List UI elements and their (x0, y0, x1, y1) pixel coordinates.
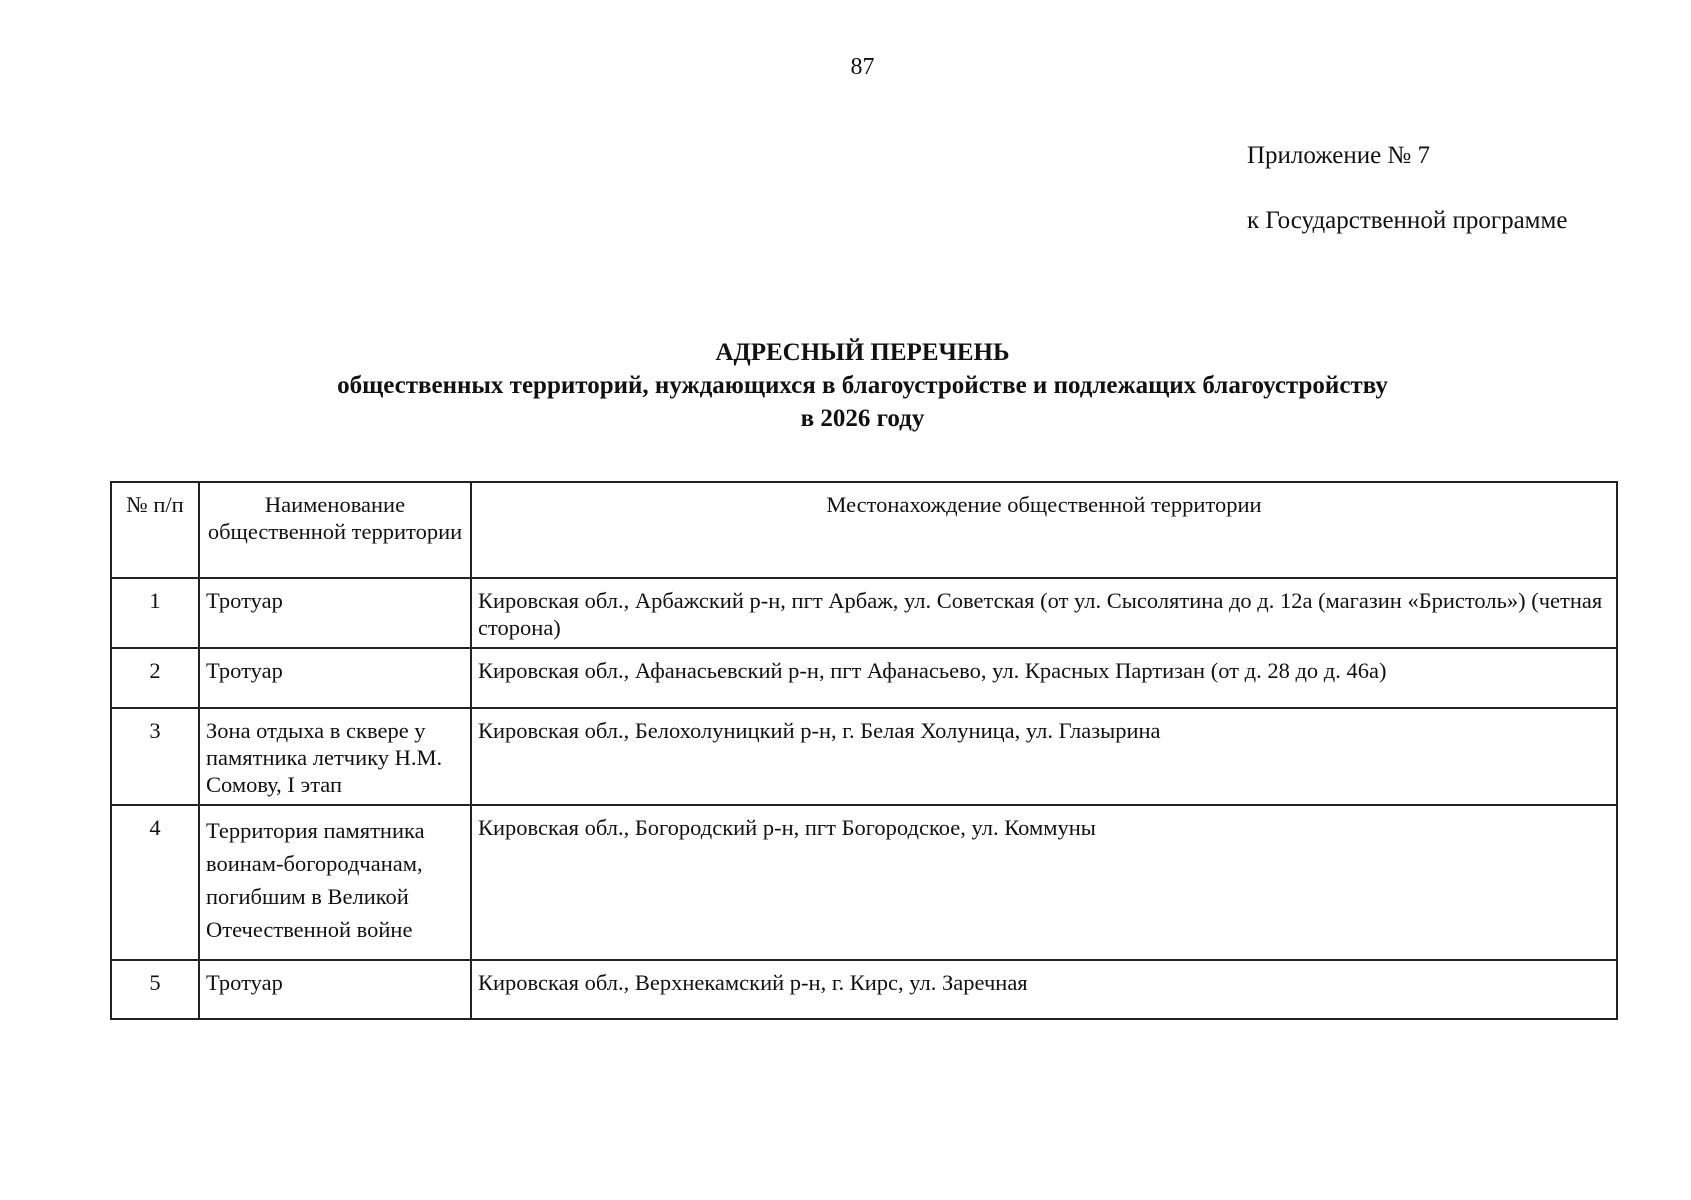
title-year: в 2026 году (800, 405, 925, 432)
table-header-row (111, 482, 1617, 578)
table-row (111, 805, 1617, 960)
header-name: Наименование общественной территории (199, 482, 471, 578)
row-name: Тротуар (199, 648, 471, 708)
address-register-table (110, 481, 1618, 1020)
table-row (111, 960, 1617, 1019)
page-number: 87 (850, 54, 875, 80)
document-title (110, 336, 1615, 435)
table-row (111, 708, 1617, 805)
title-subheading: общественных территорий, нуждающихся в благоустройстве и подлежащих благоустройству (337, 372, 1388, 399)
row-num: 5 (111, 960, 199, 1019)
row-location: Кировская обл., Белохолуницкий р-н, г. Белая Холуница, ул. Глазырина (471, 708, 1617, 805)
appendix-label: Приложение № 7 (1247, 142, 1431, 169)
row-location: Кировская обл., Афанасьевский р-н, пгт Афанасьево, ул. Красных Партизан (от д. 28 до д. 46а) (471, 648, 1617, 708)
row-num: 2 (111, 648, 199, 708)
table-row (111, 648, 1617, 708)
row-name: Тротуар (199, 578, 471, 648)
row-location: Кировская обл., Верхнекамский р-н, г. Кирс, ул. Заречная (471, 960, 1617, 1019)
header-num: № п/п (111, 482, 199, 578)
title-heading: АДРЕСНЫЙ ПЕРЕЧЕНЬ (715, 339, 1010, 366)
row-name: Территория памятника воинам-богородчанам, погибшим в Великой Отечественной войне (199, 805, 471, 960)
appendix-program-label: к Государственной программе (1247, 207, 1568, 234)
row-name: Тротуар (199, 960, 471, 1019)
row-num: 3 (111, 708, 199, 805)
header-location: Местонахождение общественной территории (471, 482, 1617, 578)
row-location: Кировская обл., Арбажский р-н, пгт Арбаж, ул. Советская (от ул. Сысолятина до д. 12а (магазин «Бристоль») (четная сторона) (471, 578, 1617, 648)
row-num: 1 (111, 578, 199, 648)
row-name: Зона отдыха в сквере у памятника летчику Н.М. Сомову, I этап (199, 708, 471, 805)
table-row (111, 578, 1617, 648)
row-location: Кировская обл., Богородский р-н, пгт Богородское, ул. Коммуны (471, 805, 1617, 960)
row-num: 4 (111, 805, 199, 960)
